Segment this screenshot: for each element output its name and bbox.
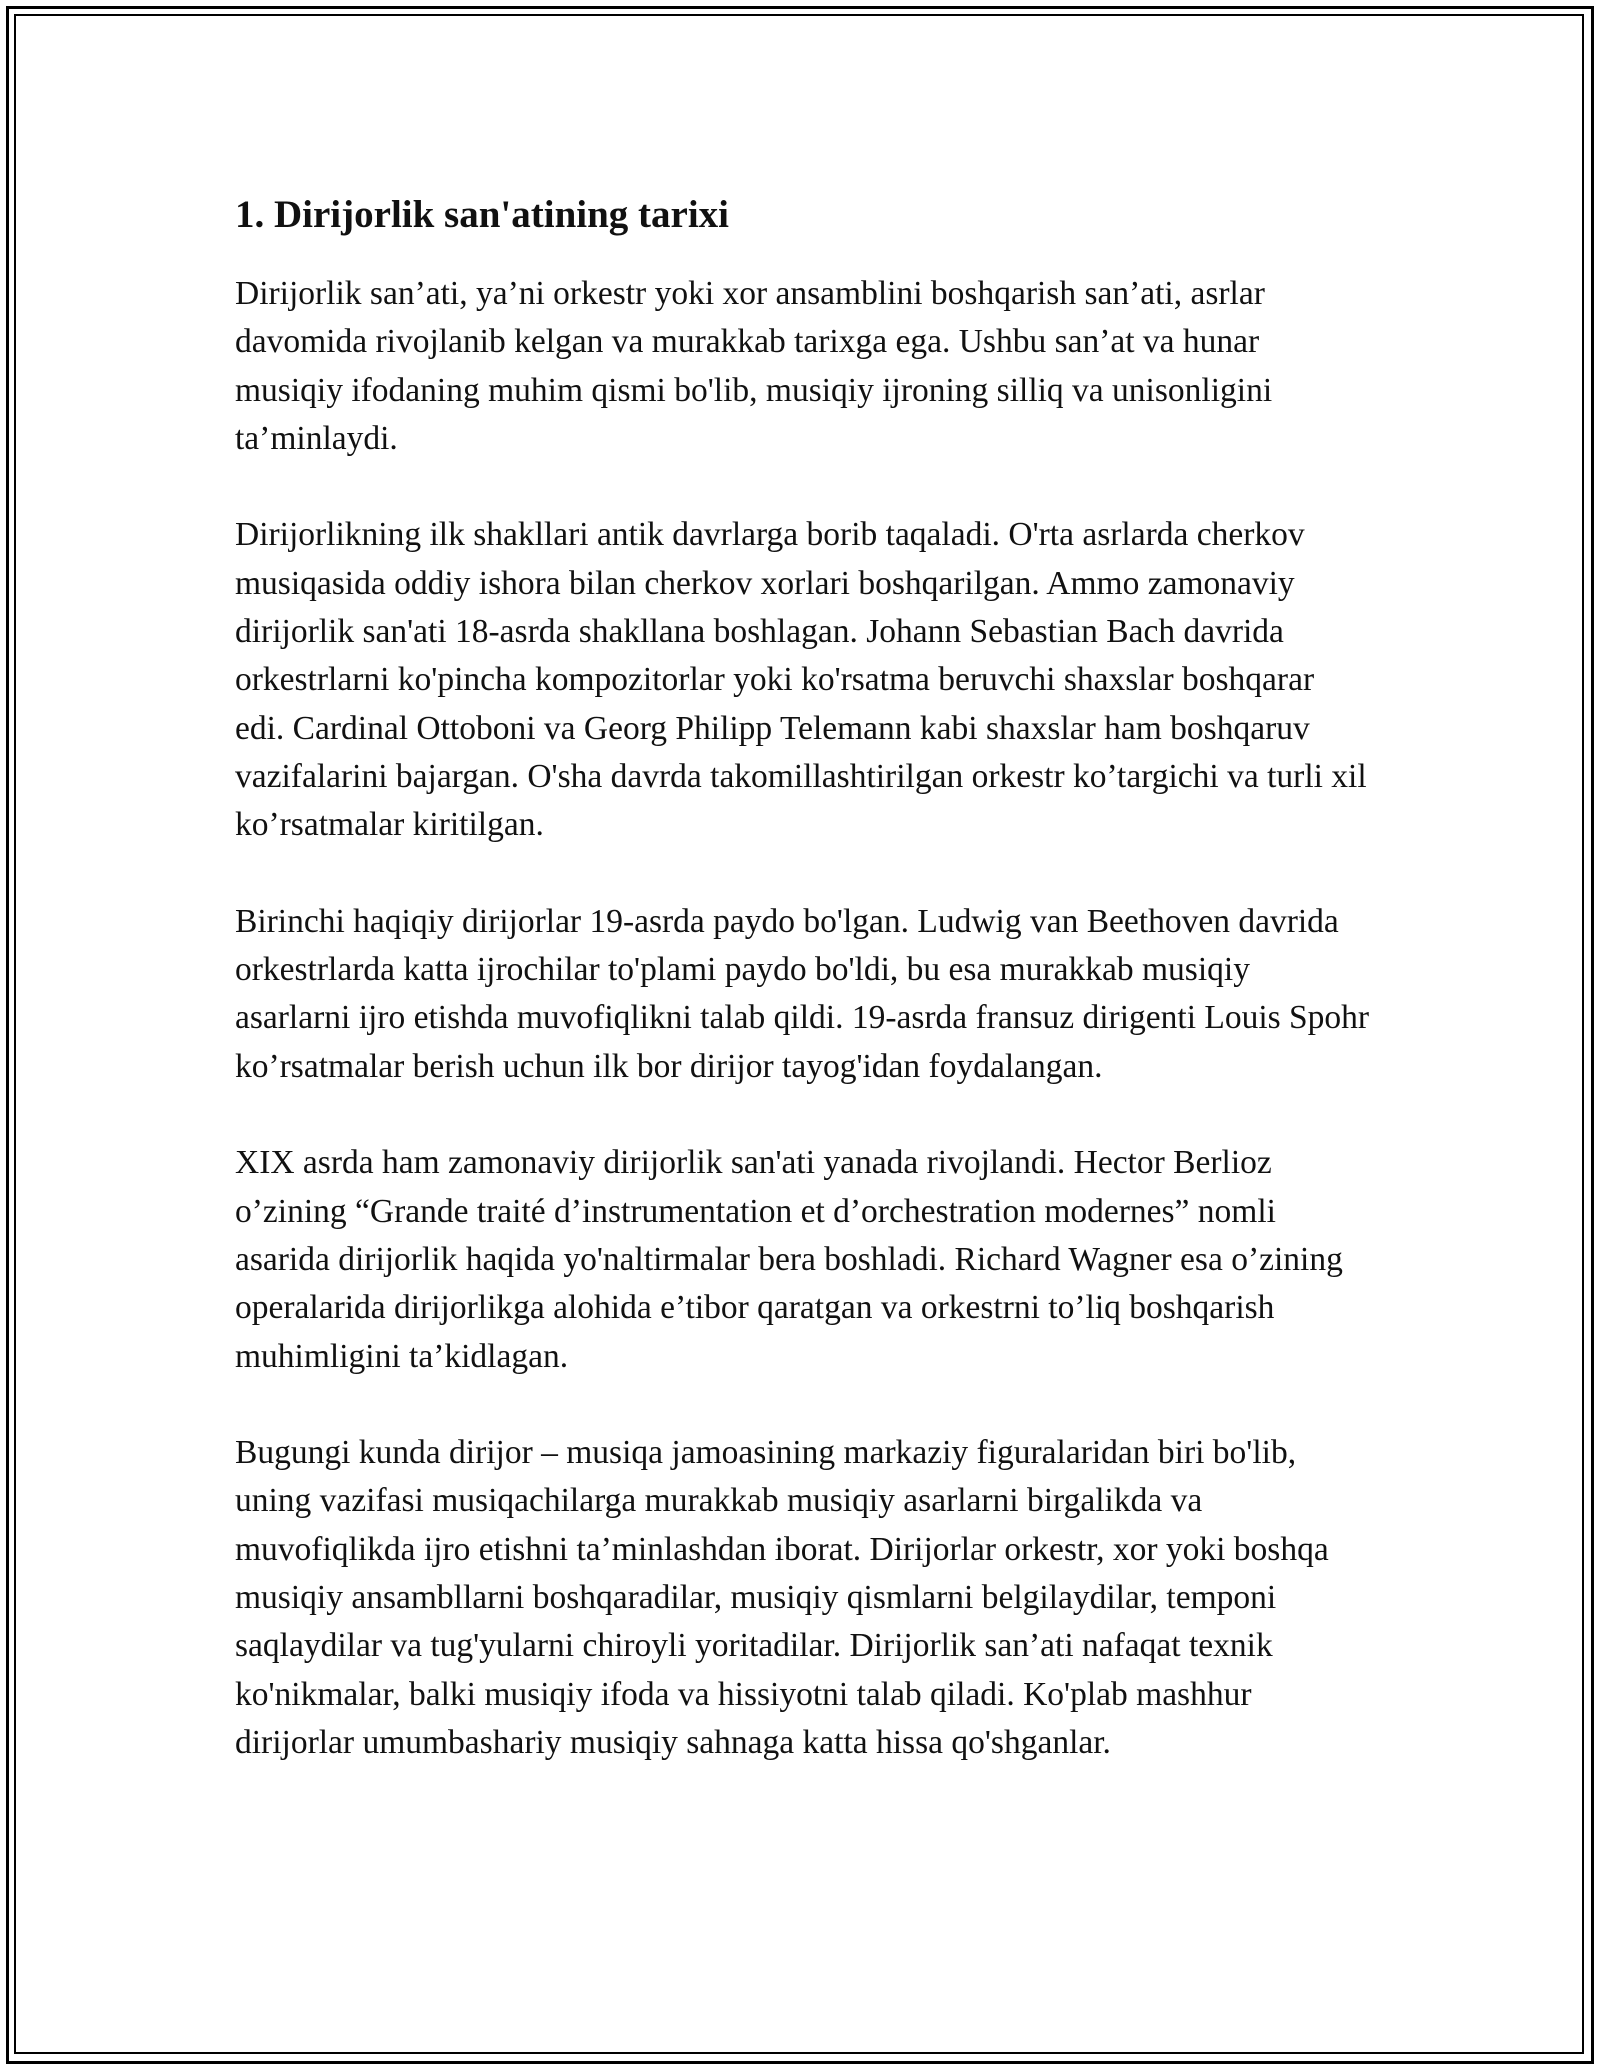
paragraph-2: Dirijorlikning ilk shakllari antik davrlarga borib taqaladi. O'rta asrlarda cherkov musiqasida oddiy ishora bilan cherkov xorlari boshqarilgan. Ammo zamonaviy dirijorlik san'ati 18-asrda shakllana boshlagan. Johann Sebastian Bach davrida orkestrlarni ko'pincha kompozitorlar yoki ko'rsatma beruvchi shaxslar boshqarar edi. Cardinal Ottoboni va Georg Philipp Telemann kabi shaxslar ham boshqaruv vazifalarini bajargan. O'sha davrda takomillashtirilgan orkestr ko’targichi va turli xil ko’rsatmalar kiritilgan.	[235, 516, 1367, 844]
paragraph-4: XIX asrda ham zamonaviy dirijorlik san'ati yanada rivojlandi. Hector Berlioz o’zining “Grande traité d’instrumentation et d’orchestration modernes” nomli asarida dirijorlik haqida yo'naltirmalar bera boshladi. Richard Wagner esa o’zining operalarida dirijorlikga alohida e’tibor qaratgan va orkestrni to’liq boshqarish muhimligini ta’kidlagan.	[235, 1144, 1343, 1375]
document-body	[235, 186, 1370, 1816]
paragraph-3: Birinchi haqiqiy dirijorlar 19-asrda paydo bo'lgan. Ludwig van Beethoven davrida orkestrlarda katta ijrochilar to'plami paydo bo'ldi, bu esa murakkab musiqiy asarlarni ijro etishda muvofiqlikni talab qildi. 19-asrda fransuz dirigenti Louis Spohr ko’rsatmalar berish uchun ilk bor dirijor tayog'idan foydalangan.	[235, 902, 1370, 1085]
paragraph-5: Bugungi kunda dirijor – musiqa jamoasining markaziy figuralaridan biri bo'lib, uning vazifasi musiqachilarga murakkab musiqiy asarlarni birgalikda va muvofiqlikda ijro etishni ta’minlashdan iborat. Dirijorlar orkestr, xor yoki boshqa musiqiy ansambllarni boshqaradilar, musiqiy qismlarni belgilaydilar, temponi saqlaydilar va tug'yularni chiroyli yoritadilar. Dirijorlik san’ati nafaqat texnik ko'nikmalar, balki musiqiy ifoda va hissiyotni talab qiladi. Ko'plab mashhur dirijorlar umumbashariy musiqiy sahnaga katta hissa qo'shganlar.	[235, 1434, 1329, 1761]
paragraph-1: Dirijorlik san’ati, ya’ni orkestr yoki xor ansamblini boshqarish san’ati, asrlar davomida rivojlanib kelgan va murakkab tarixga ega. Ushbu san’at va hunar musiqiy ifodaning muhim qismi bo'lib, musiqiy ijroning silliq va unisonligini ta’minlaydi.	[235, 275, 1273, 457]
document-title: 1. Dirijorlik san'atining tarixi	[235, 193, 730, 236]
